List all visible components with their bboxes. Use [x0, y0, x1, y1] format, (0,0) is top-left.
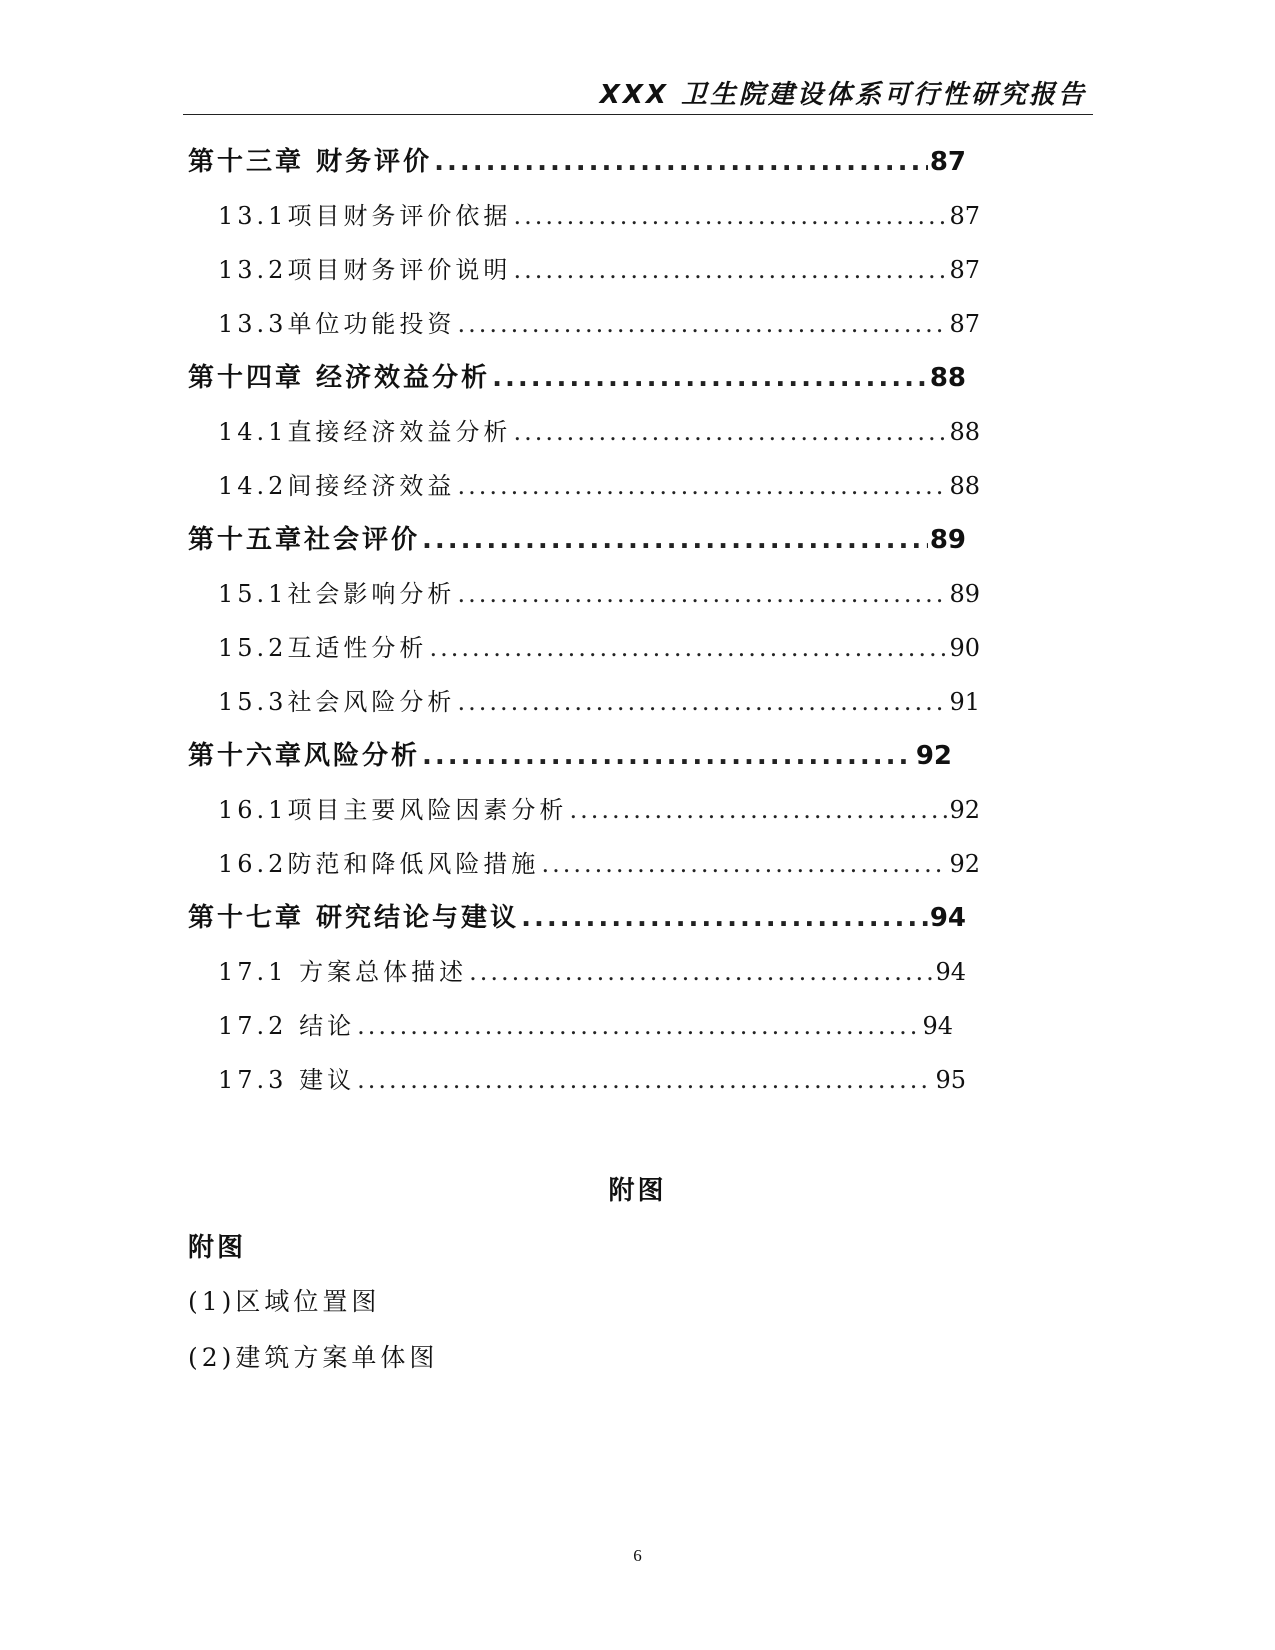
- toc-leader: [457, 682, 947, 722]
- annex-item[interactable]: (1)区域位置图: [188, 1287, 381, 1316]
- toc-page-number: 90: [949, 634, 980, 662]
- toc-page-number: 94: [929, 903, 966, 933]
- toc-entry-label: 16.1项目主要风险因素分析: [218, 796, 568, 824]
- toc-section-17-1[interactable]: [218, 952, 966, 992]
- toc-page-number: 92: [949, 850, 980, 878]
- toc-page-number: 88: [929, 363, 966, 393]
- toc-leader: [469, 952, 933, 992]
- toc-entry-label: 15.2互适性分析: [218, 634, 428, 662]
- toc-entry-label: 17.2 结论: [218, 1012, 356, 1040]
- annex-heading: 附图: [608, 1176, 667, 1206]
- toc-leader: [457, 466, 947, 506]
- header-title: XXX 卫生院建设体系可行性研究报告: [599, 80, 1087, 110]
- toc-section-13-2[interactable]: [218, 250, 980, 290]
- toc-page-number: 94: [935, 958, 966, 986]
- toc-page-number: 87: [949, 202, 980, 230]
- toc-entry-label: 13.1项目财务评价依据: [218, 202, 512, 230]
- toc-page-number: 95: [935, 1066, 966, 1094]
- toc-leader: [569, 790, 947, 830]
- toc-chapter-15[interactable]: [188, 520, 966, 560]
- toc-leader: [357, 1060, 933, 1100]
- toc-section-14-2[interactable]: [218, 466, 980, 506]
- toc-leader: [513, 412, 947, 452]
- toc-entry-label: 17.3 建议: [218, 1066, 356, 1094]
- annex-item[interactable]: (2)建筑方案单体图: [188, 1343, 439, 1372]
- toc-entry-label: 14.1直接经济效益分析: [218, 418, 512, 446]
- toc-page-number: 87: [949, 310, 980, 338]
- toc-section-17-3[interactable]: [218, 1060, 966, 1100]
- toc-page-number: 92: [915, 741, 952, 771]
- toc-page-number: 88: [949, 418, 980, 446]
- toc-section-15-3[interactable]: [218, 682, 980, 722]
- toc-leader: [457, 574, 947, 614]
- toc-entry-label: 第十四章 经济效益分析: [188, 363, 491, 393]
- toc-section-17-2[interactable]: [218, 1006, 953, 1046]
- toc-chapter-13[interactable]: [188, 142, 966, 182]
- toc-chapter-16[interactable]: [188, 736, 952, 776]
- toc-page-number: 91: [949, 688, 980, 716]
- toc-entry-label: 第十七章 研究结论与建议: [188, 903, 520, 933]
- toc-page-number: 92: [949, 796, 980, 824]
- toc-section-16-2[interactable]: [218, 844, 980, 884]
- toc-section-13-1[interactable]: [218, 196, 980, 236]
- toc-leader: [422, 520, 928, 560]
- toc-leader: [457, 304, 947, 344]
- toc-entry-label: 第十六章风险分析: [188, 741, 421, 771]
- toc-entry-label: 15.1社会影响分析: [218, 580, 456, 608]
- toc-entry-label: 13.2项目财务评价说明: [218, 256, 512, 284]
- toc-entry-label: 17.1 方案总体描述: [218, 958, 468, 986]
- toc-leader: [429, 628, 947, 668]
- toc-leader: [492, 358, 928, 398]
- toc-leader: [357, 1006, 920, 1046]
- toc-page-number: 89: [949, 580, 980, 608]
- toc-leader: [513, 196, 947, 236]
- toc-leader: [434, 142, 928, 182]
- page-number: 6: [633, 1546, 642, 1565]
- toc-entry-label: 13.3单位功能投资: [218, 310, 456, 338]
- toc-page-number: 87: [949, 256, 980, 284]
- toc-entry-label: 14.2间接经济效益: [218, 472, 456, 500]
- toc-page-number: 88: [949, 472, 980, 500]
- toc-entry-label: 16.2防范和降低风险措施: [218, 850, 540, 878]
- toc-page-number: 87: [929, 147, 966, 177]
- toc-section-16-1[interactable]: [218, 790, 980, 830]
- toc-leader: [541, 844, 947, 884]
- toc-section-15-2[interactable]: [218, 628, 980, 668]
- toc-page-number: 94: [922, 1012, 953, 1040]
- toc-leader: [422, 736, 914, 776]
- toc-entry-label: 15.3社会风险分析: [218, 688, 456, 716]
- toc-chapter-14[interactable]: [188, 358, 966, 398]
- toc-leader: [513, 250, 947, 290]
- toc-page-number: 89: [929, 525, 966, 555]
- toc-section-14-1[interactable]: [218, 412, 980, 452]
- toc-entry-label: 第十五章社会评价: [188, 525, 421, 555]
- toc-section-15-1[interactable]: [218, 574, 980, 614]
- annex-subheading: 附图: [188, 1233, 247, 1263]
- toc-leader: [521, 898, 928, 938]
- toc-entry-label: 第十三章 财务评价: [188, 147, 433, 177]
- toc-section-13-3[interactable]: [218, 304, 980, 344]
- toc-chapter-17[interactable]: [188, 898, 966, 938]
